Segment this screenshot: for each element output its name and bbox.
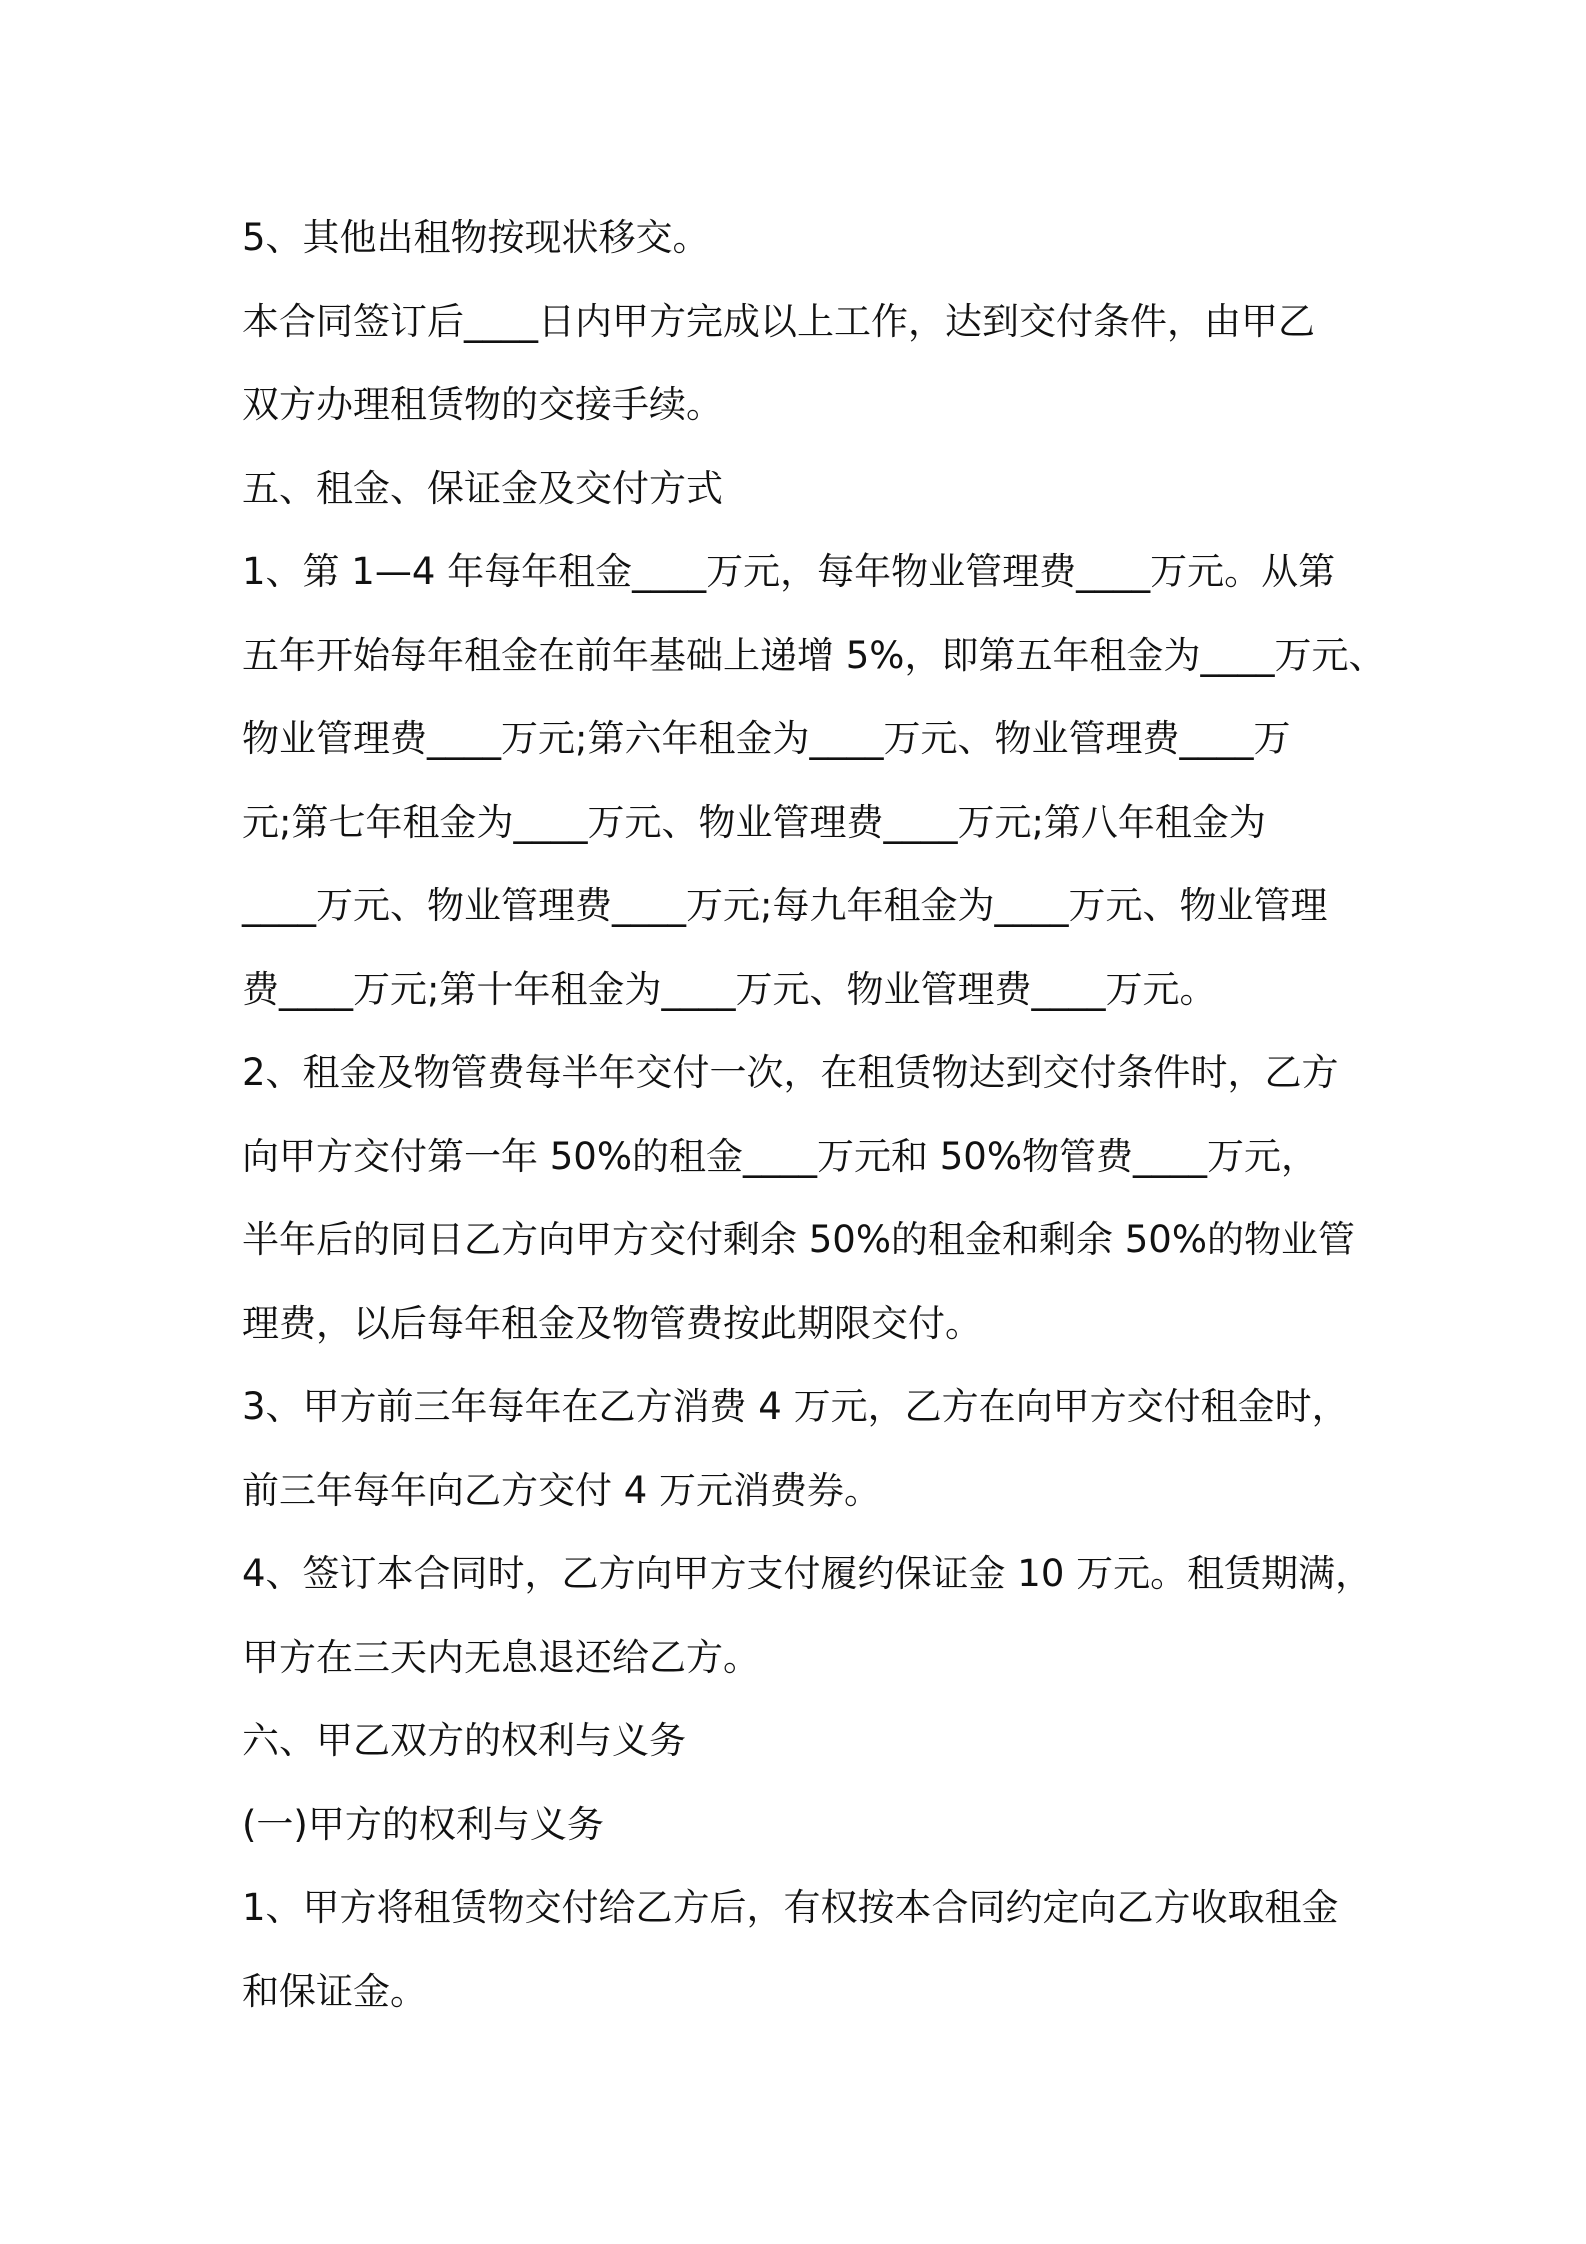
text-line: 五年开始每年租金在前年基础上递增 5%，即第五年租金为____万元、 [242,633,1386,677]
section-heading: 六、甲乙双方的权利与义务 [242,1719,686,1762]
text-line: 2、租金及物管费每半年交付一次，在租赁物达到交付条件时，乙方 [242,1051,1339,1094]
text-line: 双方办理租赁物的交接手续。 [242,383,723,426]
text-line: 理费，以后每年租金及物管费按此期限交付。 [242,1301,982,1345]
subsection-heading: (一)甲方的权利与义务 [242,1802,604,1846]
text-line: 向甲方交付第一年 50%的租金____万元和 50%物管费____万元， [242,1134,1318,1178]
text-line: 4、签订本合同时，乙方向甲方支付履约保证金 10 万元。租赁期满， [242,1552,1373,1595]
text-line: 费____万元;第十年租金为____万元、物业管理费____万元。 [242,967,1217,1011]
text-line: 物业管理费____万元;第六年租金为____万元、物业管理费____万 [242,717,1291,760]
text-line: 1、甲方将租赁物交付给乙方后，有权按本合同约定向乙方收取租金 [242,1886,1339,1929]
text-line: 半年后的同日乙方向甲方交付剩余 50%的租金和剩余 50%的物业管 [242,1218,1355,1261]
text-line: 甲方在三天内无息退还给乙方。 [242,1635,760,1679]
text-line: 1、第 1—4 年每年租金____万元，每年物业管理费____万元。从第 [242,550,1336,593]
text-line: 和保证金。 [242,1969,427,2013]
contract-text [242,196,1392,2033]
section-heading: 五、租金、保证金及交付方式 [242,466,723,510]
text-line: 3、甲方前三年每年在乙方消费 4 万元，乙方在向甲方交付租金时， [242,1385,1349,1428]
text-line: 5、其他出租物按现状移交。 [242,216,710,259]
text-line: 元;第七年租金为____万元、物业管理费____万元;第八年租金为 [242,800,1266,844]
text-line: 本合同签订后____日内甲方完成以上工作，达到交付条件，由甲乙 [242,299,1315,343]
text-line: ____万元、物业管理费____万元;每九年租金为____万元、物业管理 [242,884,1328,927]
text-line: 前三年每年向乙方交付 4 万元消费券。 [242,1468,882,1512]
